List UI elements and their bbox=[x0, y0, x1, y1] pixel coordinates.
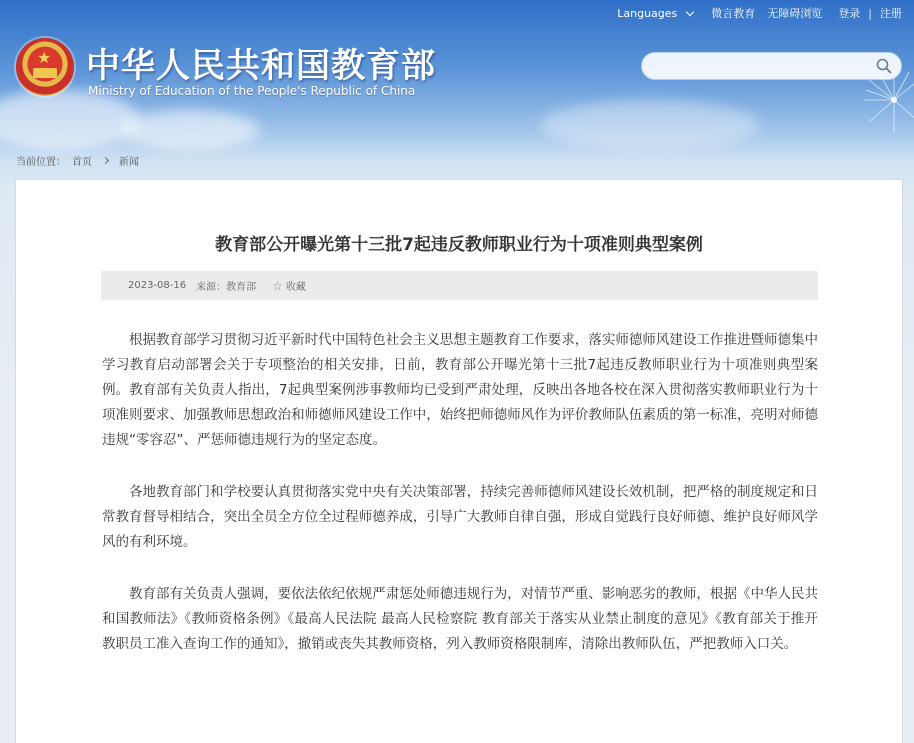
national-emblem-icon bbox=[16, 38, 74, 96]
top-nav bbox=[617, 5, 902, 21]
dandelion-decoration bbox=[834, 60, 914, 140]
article-body bbox=[102, 328, 818, 684]
article-paragraph: 各地教育部门和学校要认真贯彻落实党中央有关决策部署，持续完善师德师风建设长效机制，把严格的制度规定和日常教育督导相结合，突出全员全方位全过程师德养成，引导广大教师自律自强，形成自觉践行良好师德、维护良好师风学风的有利环境。 bbox=[102, 484, 818, 550]
article-paragraph: 根据教育部学习贯彻习近平新时代中国特色社会主义思想主题教育工作要求，落实师德师风建设工作推进暨师德集中学习教育启动部署会关于专项整治的相关安排，日前，教育部公开曝光第十三批7起违反教师职业行为十项准则典型案例。教育部有关负责人指出，7起典型案例涉事教师均已受到严肃处理，反映出各地各校在深入贯彻落实教师职业行为十项准则要求、加强教师思想政治和师德师风建设工作中，始终把师德师风作为评价教师队伍素质的第一标准，亮明对师德违规“零容忍”、严惩师德违规行为的坚定态度。 bbox=[102, 332, 818, 448]
site-header bbox=[0, 0, 914, 150]
favorite-label: 收藏 bbox=[285, 282, 306, 293]
article-date: 2023-08-16 bbox=[128, 280, 187, 291]
breadcrumb-prefix: 当前位置： bbox=[16, 157, 66, 168]
divider: | bbox=[868, 6, 872, 20]
breadcrumb-home[interactable]: 首页 bbox=[72, 157, 92, 168]
accessible-link[interactable]: 无障碍浏览 bbox=[767, 7, 823, 20]
register-link[interactable]: 注册 bbox=[880, 7, 902, 20]
favorite-button[interactable] bbox=[272, 278, 306, 293]
login-link[interactable]: 登录 bbox=[838, 7, 861, 20]
chevron-right-icon bbox=[102, 157, 109, 164]
gate-shape bbox=[33, 68, 57, 78]
site-subtitle: Ministry of Education of the People's Republic of China bbox=[88, 84, 416, 98]
site-title: 中华人民共和国教育部 bbox=[86, 46, 436, 86]
star-icon: ☆ bbox=[272, 278, 283, 293]
article-source: 来源：教育部 bbox=[196, 282, 257, 293]
article-title: 教育部公开曝光第十三批7起违反教师职业行为十项准则典型案例 bbox=[215, 235, 703, 255]
weibo-link[interactable]: 微言教育 bbox=[711, 7, 756, 20]
article-paragraph: 教育部有关负责人强调，要依法依纪依规严肃惩处师德违规行为，对情节严重、影响恶劣的教师，根据《中华人民共和国教师法》《教师资格条例》《最高人民法院 最高人民检察院 教育部关于落实从业禁止制度的意见》《教育部关于推开教职员工准入查询工作的通知》，撤销或丧失其教师资格，列入教师资格限制库，清除出教师队伍，严把教师入口关。 bbox=[102, 586, 818, 652]
breadcrumb bbox=[16, 153, 139, 168]
article-panel bbox=[15, 179, 903, 743]
chevron-down-icon[interactable] bbox=[686, 7, 694, 15]
article-meta bbox=[101, 271, 818, 300]
breadcrumb-news[interactable]: 新闻 bbox=[119, 157, 139, 168]
star-icon: ★ bbox=[37, 48, 52, 67]
languages-menu[interactable]: Languages bbox=[617, 6, 678, 20]
